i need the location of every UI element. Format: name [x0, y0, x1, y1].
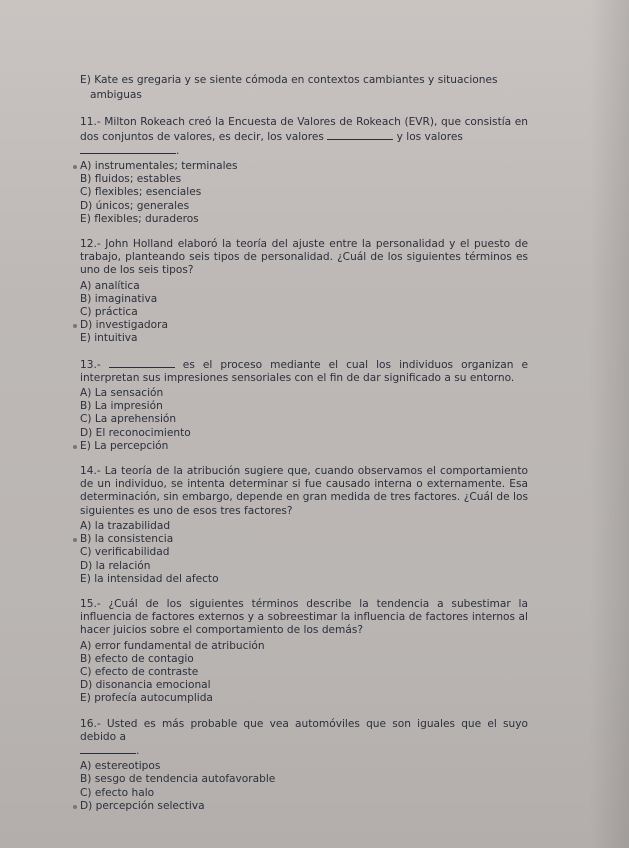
answer-mark-dot: [73, 445, 77, 449]
answer-blank: [109, 358, 175, 368]
option-label: D) disonancia emocional: [80, 679, 211, 692]
answer-mark-dot: [73, 538, 77, 542]
option: [80, 640, 528, 653]
option-label: B) La impresión: [80, 400, 163, 413]
question-16-options: [80, 760, 528, 813]
option-label: C) efecto de contraste: [80, 665, 199, 678]
question-13-stem-part2: es el proceso mediante el cual los individuos organizan e interpretan sus impresiones sensoriales con el fin de dar significado a su entorno.: [80, 358, 528, 384]
option-label: B) la consistencia: [80, 533, 174, 546]
question-11-stem-part3: .: [176, 144, 180, 157]
option: [80, 653, 528, 666]
option: [80, 173, 528, 186]
option: [80, 679, 528, 692]
option: [80, 387, 528, 400]
option: [80, 773, 528, 786]
option-label: B) imaginativa: [80, 292, 158, 305]
option-label: D) únicos; generales: [80, 199, 190, 212]
option: [80, 440, 528, 453]
option-label: D) investigadora: [80, 319, 168, 332]
option-label: C) práctica: [80, 306, 138, 319]
option-label: A) error fundamental de atribución: [80, 639, 265, 652]
option-label: C) verificabilidad: [80, 546, 170, 559]
option: [80, 200, 528, 213]
answer-mark-dot: [73, 805, 77, 809]
question-14: [80, 465, 528, 586]
option: [80, 800, 528, 813]
option-label: C) La aprehensión: [80, 413, 177, 426]
option-label: D) la relación: [80, 559, 151, 572]
option: [80, 546, 528, 559]
option: [80, 332, 528, 345]
option: [80, 692, 528, 705]
question-13-stem: [80, 358, 528, 385]
page-shadow: [589, 0, 629, 848]
option: [80, 186, 528, 199]
question-15-options: [80, 640, 528, 706]
question-11-stem-part1: 11.- Milton Rokeach creó la Encuesta de Valores de Rokeach (EVR), que consistía en dos conjuntos de valores, es decir, los valores: [80, 116, 528, 143]
question-15-stem: 15.- ¿Cuál de los siguientes términos describe la tendencia a subestimar la influencia de factores externos y a sobreestimar la influencia de factores internos al hacer juicios sobre el comportamiento de los demás?: [80, 597, 528, 637]
question-15: [80, 598, 528, 706]
question-11: [80, 116, 528, 226]
question-13-options: [80, 387, 528, 453]
previous-option-line2: ambiguas: [90, 89, 142, 102]
question-11-stem: [80, 116, 528, 158]
option-label: A) estereotipos: [80, 760, 161, 773]
option: [80, 427, 528, 440]
page-content: [80, 74, 528, 825]
option-label: A) instrumentales; terminales: [80, 160, 238, 173]
answer-mark-dot: [73, 165, 77, 169]
option-label: A) analítica: [80, 279, 140, 292]
question-16-stem: [80, 718, 528, 759]
option: [80, 319, 528, 332]
option-label: A) la trazabilidad: [80, 519, 171, 532]
previous-option-line1: E) Kate es gregaria y se siente cómoda en contextos cambiantes y situaciones: [80, 74, 498, 86]
option-label: C) efecto halo: [80, 786, 155, 799]
option-label: D) percepción selectiva: [80, 799, 205, 812]
option-label: E) profecía autocumplida: [80, 692, 213, 705]
question-13-stem-part1: 13.-: [80, 358, 101, 371]
option: [80, 760, 528, 773]
option: [80, 787, 528, 800]
option-label: C) flexibles; esenciales: [80, 186, 202, 199]
question-12-stem: 12.- John Holland elaboró la teoría del ajuste entre la personalidad y el puesto de trabajo, planteando seis tipos de personalidad. ¿Cuál de los siguientes términos es uno de los seis tipos?: [80, 238, 528, 277]
option-label: B) efecto de contagio: [80, 652, 194, 665]
option: [80, 280, 528, 293]
option-label: E) la intensidad del afecto: [80, 572, 219, 585]
answer-blank: [327, 130, 393, 140]
option: [80, 533, 528, 546]
option-label: A) La sensación: [80, 387, 164, 400]
option: [80, 213, 528, 226]
option: [80, 413, 528, 426]
option: [80, 573, 528, 586]
option-label: E) La percepción: [80, 439, 169, 452]
option: [80, 293, 528, 306]
option: [80, 520, 528, 533]
question-11-options: [80, 160, 528, 226]
question-14-stem: 14.- La teoría de la atribución sugiere que, cuando observamos el comportamiento de un individuo, se intenta determinar si fue causado interna o externamente. Esa determinación, sin embargo, depende en gran medida de tres factores. ¿Cuál de los siguientes es uno de esos tres factores?: [80, 465, 528, 517]
answer-blank: [80, 744, 136, 754]
option-label: B) sesgo de tendencia autofavorable: [80, 773, 276, 786]
option-label: B) fluidos; estables: [80, 173, 182, 186]
option: [80, 560, 528, 573]
question-12: [80, 238, 528, 346]
option-label: D) El reconocimiento: [80, 426, 191, 439]
answer-blank: [80, 144, 176, 154]
question-11-stem-part2: y los valores: [396, 130, 463, 143]
previous-option: [80, 74, 528, 102]
option-label: E) flexibles; duraderos: [80, 212, 199, 225]
question-12-options: [80, 280, 528, 346]
question-16-stem-part2: .: [136, 744, 140, 757]
option: [80, 400, 528, 413]
question-16: [80, 718, 528, 813]
option: [80, 666, 528, 679]
option: [80, 160, 528, 173]
question-14-options: [80, 520, 528, 586]
answer-mark-dot: [73, 324, 77, 328]
option-label: E) intuitiva: [80, 332, 138, 345]
option: [80, 306, 528, 319]
question-16-stem-part1: 16.- Usted es más probable que vea automóviles que son iguales que el suyo debido a: [80, 717, 528, 743]
question-13: [80, 358, 528, 453]
